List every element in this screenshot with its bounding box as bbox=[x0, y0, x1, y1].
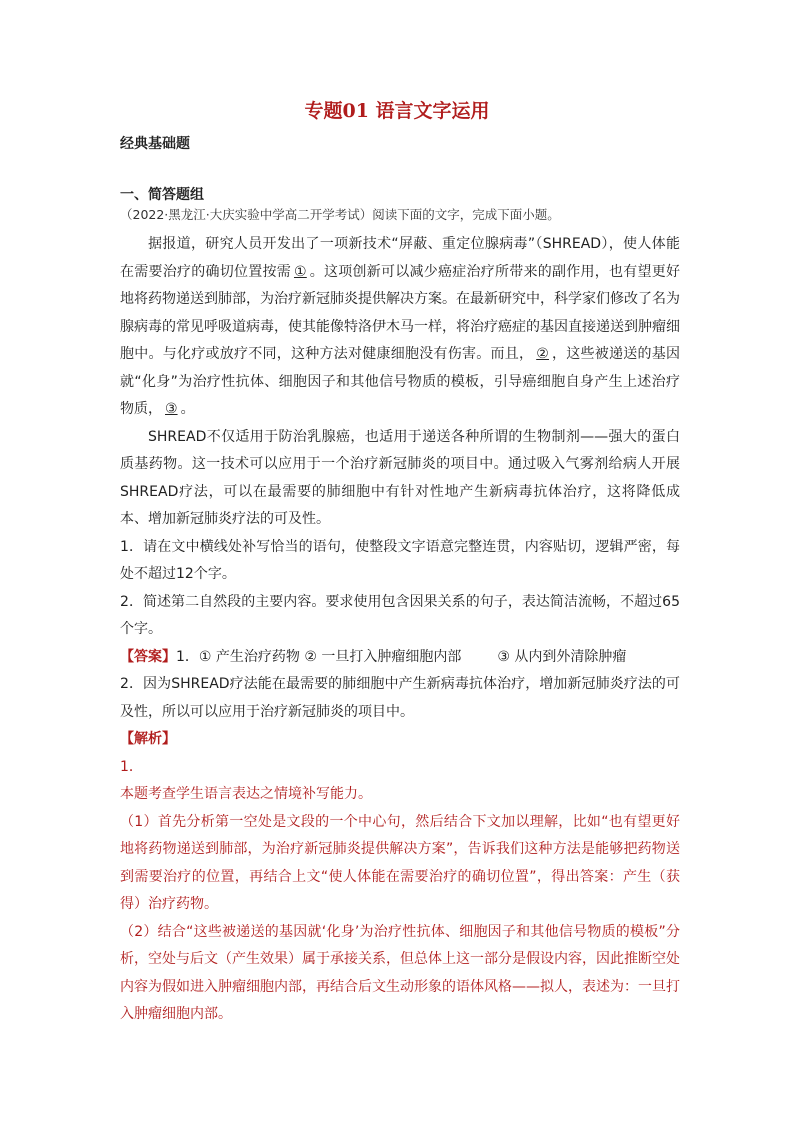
document-content bbox=[120, 134, 680, 1029]
blank-1: ① bbox=[293, 263, 307, 280]
answer-1: 【答案】1．① 产生治疗药物 ② 一旦打入肿瘤细胞内部 ③ 从内到外清除肿瘤 bbox=[120, 648, 627, 665]
question-source: （2022·黑龙江·大庆实验中学高二开学考试）阅读下面的文字，完成下面小题。 bbox=[120, 207, 560, 222]
analysis-intro: 本题考查学生语言表达之情境补写能力。 bbox=[120, 786, 372, 802]
group-heading: 一、简答题组 bbox=[120, 187, 204, 203]
answer-label: 【答案】 bbox=[120, 648, 176, 665]
passage-paragraph-1: 据报道，研究人员开发出了一项新技术“屏蔽、重定位腺病毒”（SHREAD），使人体能在需要治疗的确切位置按需 ① 。这项创新可以减少癌症治疗所带来的副作用，也有望更好地将药物递送到肺部，为治疗新冠肺炎提供解决方案。在最新研究中，科学家们修改了名为腺病毒的常见呼吸道病毒，使其能像特洛伊木马一样，将治疗癌症的基因直接递送到肿瘤细胞中。与化疗或放疗不同，这种方法对健康细胞没有伤害。而且， ② ，这些被递送的基因就“化身”为治疗性抗体、细胞因子和其他信号物质的模板，引导癌细胞自身产生上述治疗物质， ③ 。 bbox=[120, 236, 681, 417]
section-label: 经典基础题 bbox=[120, 136, 190, 152]
blank-3: ③ bbox=[165, 401, 178, 417]
answer-2: 2．因为SHREAD疗法能在最需要的肺细胞中产生新病毒抗体治疗，增加新冠肺炎疗法的可及性，所以可以应用于治疗新冠肺炎的项目中。 bbox=[120, 676, 680, 720]
analysis-label: 【解析】 bbox=[120, 731, 176, 747]
passage-paragraph-2: SHREAD不仅适用于防治乳腺癌，也适用于递送各种所谓的生物制剂——强大的蛋白质基药物。这一技术可以应用于一个治疗新冠肺炎的项目中。通过吸入气雾剂给病人开展SHREAD疗法，可以在最需要的肺细胞中有针对性地产生新病毒抗体治疗，这将降低成本、增加新冠肺炎疗法的可及性。 bbox=[120, 428, 680, 527]
page-title: 专题01 语言文字运用 bbox=[304, 100, 490, 122]
analysis-item-2: （2）结合“这些被递送的基因就‘化身’为治疗性抗体、细胞因子和其他信号物质的模板”分析，空处与后文（产生效果）属于承接关系，但总体上这一部分是假设内容，因此推断空处内容为假如进入肿瘤细胞内部，再结合后文生动形象的语体风格——拟人，表述为：一旦打入肿瘤细胞内部。 bbox=[120, 923, 680, 1022]
question-2: 2．简述第二自然段的主要内容。要求使用包含因果关系的句子，表达简洁流畅，不超过65个字。 bbox=[120, 593, 680, 637]
blank-2: ② bbox=[536, 346, 550, 362]
analysis-number: 1． bbox=[120, 758, 143, 775]
analysis-item-1: （1）首先分析第一空处是文段的一个中心句，然后结合下文加以理解，比如“也有望更好地将药物递送到肺部，为治疗新冠肺炎提供解决方案”，告诉我们这种方法是能够把药物送到需要治疗的位置，再结合上文“使人体能在需要治疗的确切位置”，得出答案：产生（获得）治疗药物。 bbox=[120, 813, 680, 912]
question-1: 1．请在文中横线处补写恰当的语句，使整段文字语意完整连贯，内容贴切，逻辑严密，每处不超过12个字。 bbox=[120, 538, 680, 582]
